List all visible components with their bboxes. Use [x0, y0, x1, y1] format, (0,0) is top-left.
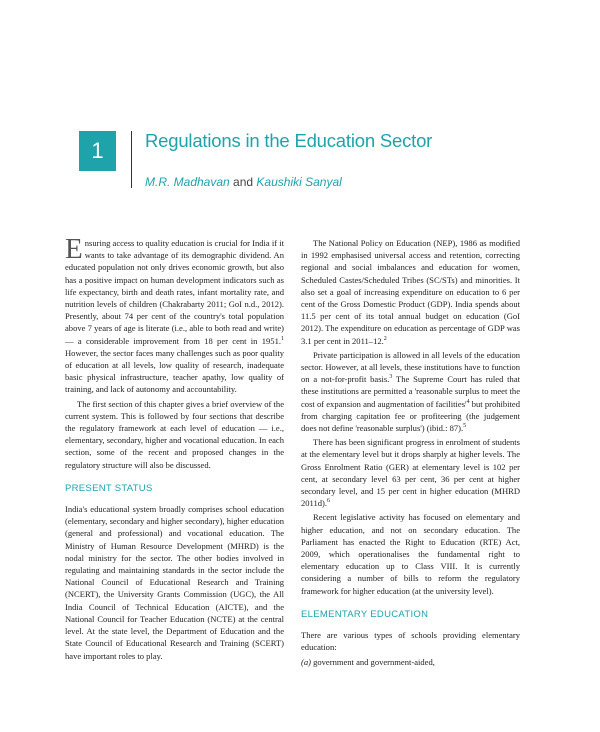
list-item-label: (a)	[301, 656, 311, 667]
paragraph: There has been significant progress in enrolment of students at the elementary level but it drops sharply at higher levels. The Gross Enrolment Ratio (GER) at elementary level is 102 per cent, at secondary level 63 per cent, 36 per cent at higher secondary level, and 15 per cent in higher education (MHRD 2011d).$^6$	[301, 437, 520, 509]
paragraph: The first section of this chapter gives a brief overview of the current system. This is followed by four sections that describe the regulatory framework at each level of education — i.e., elementary, secondary, higher and vocational education. In each section, some of the recent and proposed changes in the regulatory structure will also be discussed.	[65, 398, 284, 470]
list-item-text: government and government-aided,	[313, 656, 435, 667]
paragraph: The National Policy on Education (NEP), 1986 as modified in 1992 emphasised universal access and retention, correcting regional and social imbalances and education for women, Scheduled Castes/Scheduled Tribes (SC/STs) and minorities. It also set a goal of increasing expenditure on education to 6 per cent of the Gross Domestic Product (GDP). India spends about 11.5 per cent of its total annual budget on education (GoI 2012). The expenditure on education as percentage of GDP was 3.1 per cent in 2011–12.$^2$	[301, 238, 520, 346]
section-heading-present-status: PRESENT STATUS	[65, 482, 153, 494]
footnote-ref[interactable]: 2	[383, 335, 387, 342]
list-item	[301, 656, 520, 668]
author-conjunction: and	[233, 175, 254, 189]
author-2: Kaushiki Sanyal	[256, 175, 342, 189]
footnote-ref[interactable]: 5	[463, 423, 467, 430]
authors	[145, 175, 342, 189]
drop-cap: E	[65, 233, 83, 265]
chapter-number: 1	[79, 131, 116, 171]
footnote-ref[interactable]: 3	[389, 374, 393, 381]
paragraph: There are various types of schools providing elementary education:	[301, 630, 520, 653]
section-heading-elementary-education: ELEMENTARY EDUCATION	[301, 608, 429, 620]
right-column	[301, 237, 520, 668]
left-column	[65, 233, 284, 662]
author-1: M.R. Madhavan	[145, 175, 230, 189]
paragraph: Private participation is allowed in all levels of the education sector. However, at all levels, these institutions have to function on a not-for-profit basis.$^3$ The Supreme Court has ruled that these institutions are permitted a 'reasonable surplus to meet the cost of expansion and augmentation of $facilities'^4$ but prohibited from charging capitation fee or profiteering (the judgement does not define 'reasonable surplus') (ibid.: 87).$^5$	[301, 349, 520, 434]
paragraph: Recent legislative activity has focused on elementary and higher education, and not on secondary education. The Parliament has enacted the Right to Education (RTE) Act, 2009, which operationalises the fundamental right to elementary education up to Class VIII. It is currently considering a number of bills to reform the regulatory framework for higher education (at the university level).	[301, 512, 520, 596]
footnote-ref[interactable]: 1	[281, 335, 284, 342]
footnote-ref[interactable]: 4	[466, 398, 470, 405]
paragraph: India's educational system broadly comprises school education (elementary, secondary and higher secondary), higher education (general and professional) and vocational education. The Ministry of Human Resource Development (MHRD) is the nodal ministry for the sector. The other bodies involved in regulating and maintaining standards in the sector include the National Council of Educational Research and Training (NCERT), the University Grants Commission (UGC), the All India Council of Technical Education (AICTE), and the National Council for Teacher Education (NCTE) at the central level. At the state level, the Department of Education and the State Council of Educational Research and Training (SCERT) have important roles to play.	[65, 504, 284, 661]
intro-paragraph: Ensuring access to quality education is crucial for India if it wants to take advantage of its demographic dividend. An educated population not only drives economic growth, but also has a positive impact on human development indicators such as life expectancy, birth and death rates, infant mortality rate, and nutrition levels of children (Chakrabarty 2011; GoI n.d., 2012). Presently, about 74 per cent of the country's total population above 7 years of age is literate (i.e., able to both read and write) — a considerable improvement from 18 per cent in 1951.$^1$ However, the sector faces many challenges such as poor quality of education at all levels, low quality of research, inadequate basic physical infrastructure, teacher apathy, low quality of training, and lack of autonomy and accountability.	[65, 233, 284, 395]
footnote-ref[interactable]: 6	[327, 498, 331, 505]
chapter-title: Regulations in the Education Sector	[145, 130, 433, 151]
title-divider	[131, 131, 132, 188]
